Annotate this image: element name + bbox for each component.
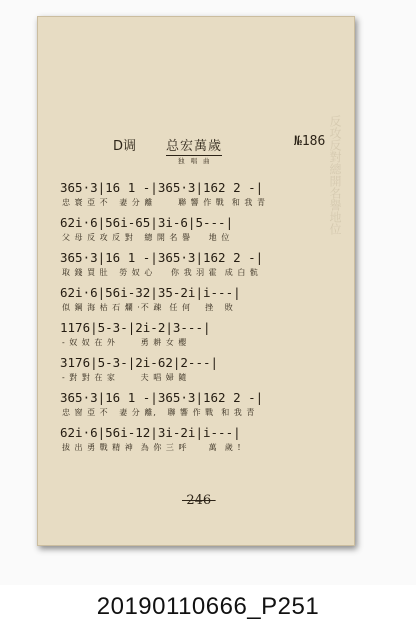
song-header xyxy=(38,125,354,165)
score-row xyxy=(60,355,350,390)
notation-line: 1176|5-3-|2i-2|3---| xyxy=(60,320,211,335)
notation-line: 62i·6|56i-32|35-2i|i---| xyxy=(60,285,241,300)
score-row xyxy=(60,180,350,215)
lyrics-line: 忠 寰 亞 不 妻 分 離 聯 響 作 戰 和 我 青 xyxy=(62,198,266,207)
notation-line: 365·3|16 1 -|365·3|162 2 -| xyxy=(60,390,264,405)
lyrics-line: 父 母 反 攻 反 對 總 開 名 譽 地 位 xyxy=(62,233,231,242)
lyrics-line: 拔 出 勇 戰 精 神 為 你 三 呼 萬 歲 ! xyxy=(62,443,242,452)
score xyxy=(60,180,350,460)
score-row xyxy=(60,320,350,355)
page-number: -246- xyxy=(182,493,216,508)
lyrics-line: 取 錢 買 肚 勞 奴 心 你 我 羽 霍 成 白 骯 xyxy=(62,268,259,277)
songbook-page xyxy=(37,16,355,546)
song-title: 总宏萬歲 xyxy=(166,135,222,156)
notation-line: 62i·6|56i-65|3i-6|5---| xyxy=(60,215,234,230)
lyrics-line: 似 鋼 海 枯 石 爛 ·不 疎 任 何 挫 敗 xyxy=(62,303,234,312)
song-credit: 独 唱 曲 xyxy=(178,157,212,165)
lyrics-line: 忠 窗 亞 不 妻 分 離, 聯 響 作 戰 和 我 青 xyxy=(62,408,256,417)
score-row xyxy=(60,285,350,320)
song-number: №186 xyxy=(294,134,326,149)
bleed-through-text: 反攻反對總開名譽地位 xyxy=(328,115,342,235)
notation-line: 3176|5-3-|2i-62|2---| xyxy=(60,355,219,370)
notation-line: 365·3|16 1 -|365·3|162 2 -| xyxy=(60,180,264,195)
score-row xyxy=(60,390,350,425)
score-row xyxy=(60,215,350,250)
notation-line: 365·3|16 1 -|365·3|162 2 -| xyxy=(60,250,264,265)
notation-line: 62i·6|56i-12|3i-2i|i---| xyxy=(60,425,241,440)
score-row xyxy=(60,425,350,460)
lyrics-line: - 對 對 在 家 夫 唱 婦 隨 xyxy=(62,373,188,382)
song-key: D调 xyxy=(113,139,137,154)
score-row xyxy=(60,250,350,285)
lyrics-line: - 奴 奴 在 外 勇 耕 女 櫻 xyxy=(62,338,188,347)
image-caption: 20190110666_P251 xyxy=(96,593,320,620)
